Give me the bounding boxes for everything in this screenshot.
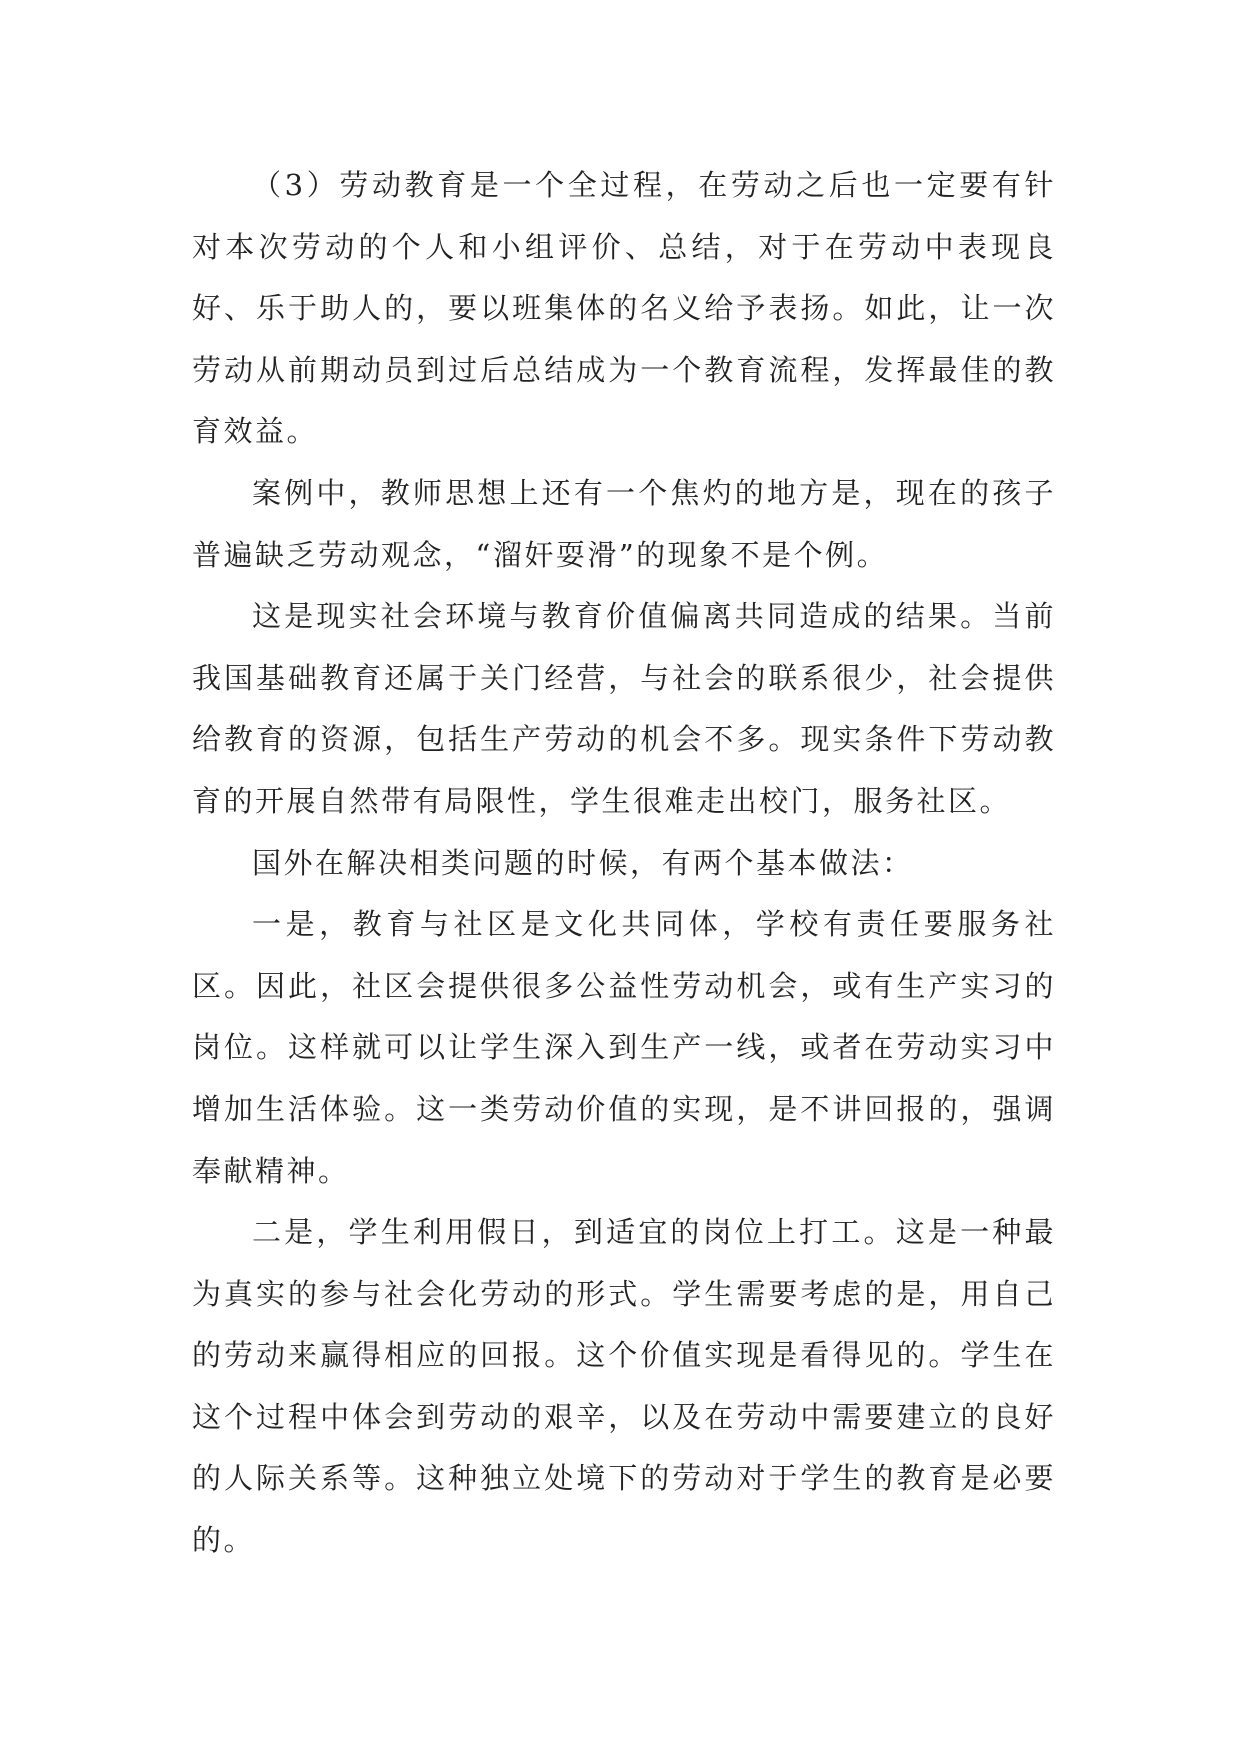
paragraph-approach-one: 一是，教育与社区是文化共同体，学校有责任要服务社区。因此，社区会提供很多公益性劳动机会，或有生产实习的岗位。这样就可以让学生深入到生产一线，或者在劳动实习中增加生活体验。这一类劳动价值的实现，是不讲回报的，强调奉献精神。 — [192, 907, 1056, 1188]
document-body — [192, 155, 1056, 1572]
paragraph-foreign-practices: 国外在解决相类问题的时候，有两个基本做法： — [252, 845, 914, 880]
paragraph-social-causes: 这是现实社会环境与教育价值偏离共同造成的结果。当前我国基础教育还属于关门经营，与社会的联系很少，社会提供给教育的资源，包括生产劳动的机会不多。现实条件下劳动教育的开展自然带有局限性，学生很难走出校门，服务社区。 — [192, 599, 1056, 818]
paragraph-approach-two: 二是，学生利用假日，到适宜的岗位上打工。这是一种最为真实的参与社会化劳动的形式。学生需要考虑的是，用自己的劳动来赢得相应的回报。这个价值实现是看得见的。学生在这个过程中体会到劳动的艰辛，以及在劳动中需要建立的良好的人际关系等。这种独立处境下的劳动对于学生的教育是必要的。 — [192, 1215, 1056, 1558]
paragraph-case-concern: 案例中，教师思想上还有一个焦灼的地方是，现在的孩子普遍缺乏劳动观念，“溜奸耍滑”的现象不是个例。 — [192, 475, 1056, 572]
paragraph-labor-process: （3）劳动教育是一个全过程，在劳动之后也一定要有针对本次劳动的个人和小组评价、总结，对于在劳动中表现良好、乐于助人的，要以班集体的名义给予表扬。如此，让一次劳动从前期动员到过后总结成为一个教育流程，发挥最佳的教育效益。 — [192, 168, 1056, 449]
